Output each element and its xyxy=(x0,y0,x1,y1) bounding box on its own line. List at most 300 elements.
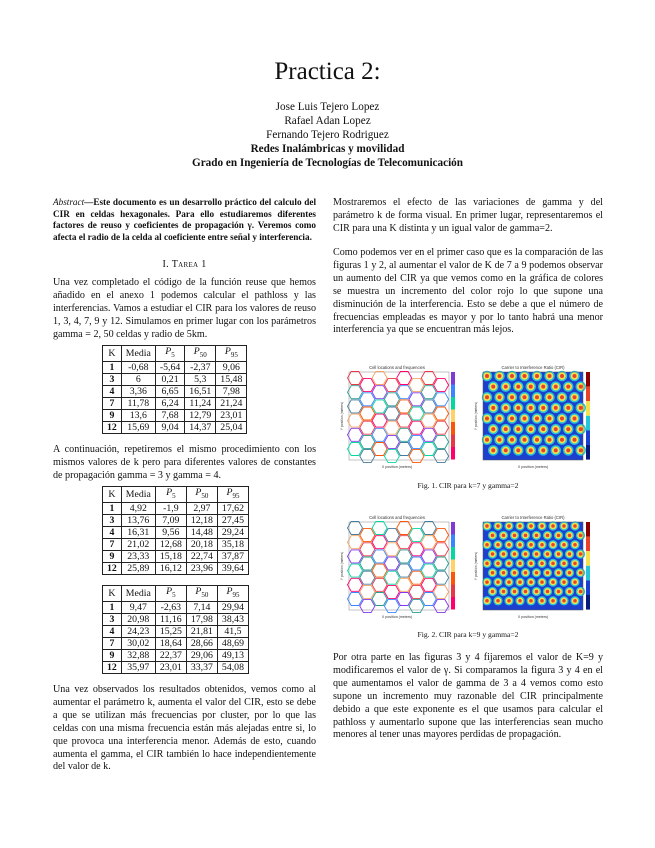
heatmap-blob-core xyxy=(568,590,572,594)
heatmap-colorbar-segment xyxy=(586,430,590,445)
table-header-row xyxy=(103,586,249,602)
paragraph-4: Mostraremos el efecto de las variaciones de gamma y del parámetro k de forma visual. En primer lugar, representaremos el CIR para una K distinta y un igual valor de gamma=2. xyxy=(333,197,603,234)
heatmap-blob-core xyxy=(551,524,555,528)
heatmap-blob-core xyxy=(562,562,566,566)
heatmap-blob-core xyxy=(535,395,539,399)
heatmap-colorbar-segment xyxy=(586,537,590,552)
heatmap-blob-core xyxy=(573,438,577,442)
table-cell: 1 xyxy=(103,502,122,514)
table-cell: 6,24 xyxy=(155,397,184,409)
affiliation-2: Grado en Ingeniería de Tecnologías de Telecomunicación xyxy=(192,157,463,169)
plot-left-xlabel: X position (meters) xyxy=(381,615,413,619)
heatmap-blob-core xyxy=(573,395,577,399)
table-cell: 29,94 xyxy=(217,601,248,613)
heatmap-blob-core xyxy=(540,524,544,528)
table-header-cell: $P_{95}$ xyxy=(217,487,248,503)
heatmap-blob-core xyxy=(498,395,502,399)
heatmap-blob-core xyxy=(573,374,577,378)
colorbar-segment xyxy=(451,572,455,585)
table-row xyxy=(103,562,249,574)
figure-2 xyxy=(337,512,603,622)
table-header-cell: K xyxy=(103,586,122,602)
table-cell: 9,06 xyxy=(216,361,247,373)
table-header-cell: $P_{95}$ xyxy=(216,346,247,362)
author-1: Jose Luis Tejero Lopez xyxy=(275,101,380,113)
heatmap-blob-core xyxy=(529,543,533,547)
heatmap-blob-core xyxy=(485,580,489,584)
plot-right-ylabel: Y position (meters) xyxy=(474,551,478,581)
table-cell: 32,88 xyxy=(121,649,155,661)
table-cell: -2,37 xyxy=(185,361,216,373)
table-cell: 16,51 xyxy=(185,385,216,397)
heatmap-blob-core xyxy=(485,438,489,442)
heatmap-blob-core xyxy=(491,385,495,389)
heatmap-blob-core xyxy=(529,385,533,389)
table-row xyxy=(103,613,249,625)
colorbar-segment xyxy=(451,560,455,573)
heatmap-blob-core xyxy=(502,534,506,538)
table-cell: 21,24 xyxy=(216,397,247,409)
figure-1-caption: Fig. 1. CIR para k=7 y gamma=2 xyxy=(417,481,519,490)
table-gamma-2 xyxy=(102,345,247,434)
table-gamma-4 xyxy=(102,585,249,674)
table-cell: 25,04 xyxy=(216,421,247,433)
heatmap-blob-core xyxy=(540,580,544,584)
heatmap-blob-core xyxy=(562,599,566,603)
plot-right-title: Carrier to Interference Ratio (CIR) xyxy=(501,515,565,520)
heatmap-blob-core xyxy=(498,374,502,378)
heatmap-blob-core xyxy=(524,534,528,538)
heatmap-blob-core xyxy=(491,571,495,575)
heatmap-blob-core xyxy=(504,448,508,452)
plot-left-ylabel: Y position (meters) xyxy=(340,401,344,431)
table-row xyxy=(103,661,249,673)
table-cell: 11,24 xyxy=(185,397,216,409)
table-cell: 23,01 xyxy=(155,661,186,673)
heatmap-blob-core xyxy=(529,524,533,528)
heatmap-blob-core xyxy=(529,599,533,603)
table-cell: 5,3 xyxy=(185,373,216,385)
table-header-cell: $P_5$ xyxy=(155,586,186,602)
heatmap-blob-core xyxy=(485,599,489,603)
heatmap-blob-core xyxy=(513,571,517,575)
table-cell: 25,89 xyxy=(121,562,155,574)
heatmap-blob-core xyxy=(524,552,528,556)
heatmap-blob-core xyxy=(548,438,552,442)
heatmap-blob-core xyxy=(491,534,495,538)
figure-2-caption: Fig. 2. CIR para k=9 y gamma=2 xyxy=(417,630,519,639)
heatmap-colorbar-segment xyxy=(586,522,590,537)
table-cell: 1 xyxy=(103,361,122,373)
heatmap-blob-core xyxy=(566,427,570,431)
heatmap-blob-core xyxy=(529,448,533,452)
table-cell: 4 xyxy=(103,385,122,397)
heatmap-blob-core xyxy=(551,543,555,547)
heatmap-blob-core xyxy=(560,395,564,399)
colorbar-segment xyxy=(451,435,455,448)
heatmap-blob-core xyxy=(529,580,533,584)
figure-1 xyxy=(337,362,603,472)
table-gamma-4-wrap xyxy=(102,585,249,674)
table-cell: 7,09 xyxy=(155,514,186,526)
heatmap-blob-core xyxy=(518,524,522,528)
heatmap-blob-core xyxy=(529,427,533,431)
heatmap-blob-core xyxy=(579,448,583,452)
heatmap-blob-core xyxy=(535,534,539,538)
heatmap-blob-core xyxy=(491,448,495,452)
table-row xyxy=(103,409,247,421)
heatmap-blob-core xyxy=(566,385,570,389)
table-cell: 6 xyxy=(121,373,155,385)
heatmap-blob-core xyxy=(535,590,539,594)
heatmap-blob-core xyxy=(546,534,550,538)
heatmap-blob-core xyxy=(535,571,539,575)
plot-right-xlabel: X position (meters) xyxy=(517,465,549,469)
table-cell: 23,01 xyxy=(216,409,247,421)
heatmap-blob-core xyxy=(554,406,558,410)
heatmap-blob-core xyxy=(568,534,572,538)
table-cell: 12 xyxy=(103,421,122,433)
heatmap-blob-core xyxy=(541,385,545,389)
heatmap-blob-core xyxy=(566,448,570,452)
table-gamma-3 xyxy=(102,486,249,575)
heatmap-blob-core xyxy=(516,385,520,389)
heatmap-blob-core xyxy=(529,406,533,410)
colorbar-segment xyxy=(451,597,455,610)
paragraph-5: Como podemos ver en el primer caso que es la comparación de las figuras 1 y 2, al aumentar el valor de K de 7 a 9 podemos observar un aumento del CIR ya que vemos como en la gráfica de colores se muestra un incremento del color rojo lo que supone una disminución de la interferencia. Esto se debe a que el número de frecuencias empleadas es mayor y por lo tanto habrá una menor interferencia ya que se encuentran más lejos. xyxy=(333,247,603,336)
table-cell: -0,68 xyxy=(121,361,155,373)
author-2: Rafael Adan Lopez xyxy=(284,115,371,127)
heatmap-colorbar-segment xyxy=(586,445,590,460)
paragraph-2: A continuación, repetiremos el mismo procedimiento con los mismos valores de k pero para diferentes valores de constantes de propagación gamma = 3 y gamma = 4. xyxy=(53,444,316,481)
heatmap-blob-core xyxy=(557,534,561,538)
heatmap-blob-core xyxy=(551,562,555,566)
table-cell: 18,64 xyxy=(155,637,186,649)
heatmap-blob-core xyxy=(541,427,545,431)
heatmap-blob-core xyxy=(507,599,511,603)
heatmap-blob-core xyxy=(548,417,552,421)
colorbar-segment xyxy=(451,422,455,435)
table-cell: 12 xyxy=(103,661,122,673)
heatmap-blob-core xyxy=(510,438,514,442)
table-cell: 9,56 xyxy=(155,526,186,538)
table-row xyxy=(103,397,247,409)
table-cell: 4,92 xyxy=(121,502,155,514)
heatmap-blob-core xyxy=(573,524,577,528)
table-row xyxy=(103,373,247,385)
heatmap-colorbar-segment xyxy=(586,551,590,566)
heatmap-blob-core xyxy=(566,406,570,410)
heatmap-blob-core xyxy=(510,395,514,399)
heatmap-blob-core xyxy=(554,448,558,452)
table-header-cell: $P_5$ xyxy=(155,487,186,503)
table-header-row xyxy=(103,346,247,362)
heatmap-blob-core xyxy=(518,580,522,584)
heatmap-blob-core xyxy=(573,543,577,547)
heatmap-blob-core xyxy=(529,562,533,566)
heatmap-blob-core xyxy=(541,406,545,410)
table-cell: 7,14 xyxy=(186,601,217,613)
table-row xyxy=(103,385,247,397)
table-row xyxy=(103,514,249,526)
plot-left-ylabel: Y position (meters) xyxy=(340,551,344,581)
heatmap-blob-core xyxy=(513,552,517,556)
table-cell: 11,78 xyxy=(121,397,155,409)
table-row xyxy=(103,361,247,373)
table-cell: 13,6 xyxy=(121,409,155,421)
table-cell: 12,18 xyxy=(186,514,217,526)
heatmap-blob-core xyxy=(485,395,489,399)
heatmap-blob-core xyxy=(507,562,511,566)
table-cell: 29,06 xyxy=(186,649,217,661)
heatmap-blob-core xyxy=(546,571,550,575)
heatmap-blob-core xyxy=(510,417,514,421)
heatmap-blob-core xyxy=(554,427,558,431)
heatmap-blob-core xyxy=(546,590,550,594)
heatmap-blob-core xyxy=(546,552,550,556)
table-cell: 35,97 xyxy=(121,661,155,673)
heatmap-colorbar-segment xyxy=(586,372,590,387)
heatmap-colorbar-segment xyxy=(586,387,590,402)
table-cell: 12 xyxy=(103,562,122,574)
heatmap-blob-core xyxy=(518,543,522,547)
heatmap-blob-core xyxy=(507,580,511,584)
heatmap-blob-core xyxy=(548,374,552,378)
heatmap-blob-core xyxy=(498,417,502,421)
table-cell: 3,36 xyxy=(121,385,155,397)
heatmap-blob-core xyxy=(551,580,555,584)
table-cell: 1 xyxy=(103,601,122,613)
table-cell: 9,47 xyxy=(121,601,155,613)
heatmap-blob-core xyxy=(496,580,500,584)
heatmap-blob-core xyxy=(535,374,539,378)
table-cell: 13,76 xyxy=(121,514,155,526)
table-cell: -1,9 xyxy=(155,502,186,514)
paragraph-6: Por otra parte en las figuras 3 y 4 fijaremos el valor de K=9 y modificaremos el valor de γ. Si comparamos la figura 3 y 4 en el que aumentamos el valor de gamma de 3 a 4 vemos como esto supone un incremento muy razonable del CIR principalmente debido a que este exponente es el que usamos para calcular el pathloss y aumentarlo supone que las interferencias sean mucho menores al tener unas mayores perdidas de propagación. xyxy=(333,652,603,741)
table-header-row xyxy=(103,487,249,503)
table-cell: 17,62 xyxy=(217,502,248,514)
heatmap-blob-core xyxy=(491,552,495,556)
table-cell: -2,63 xyxy=(155,601,186,613)
table-cell: 23,33 xyxy=(121,550,155,562)
colorbar-segment xyxy=(451,447,455,460)
table-cell: 9 xyxy=(103,550,122,562)
table-cell: 20,18 xyxy=(186,538,217,550)
heatmap-blob-core xyxy=(504,427,508,431)
heatmap-blob-core xyxy=(573,417,577,421)
section-number: I. xyxy=(162,259,169,270)
table-cell: 14,48 xyxy=(186,526,217,538)
table-cell: 7 xyxy=(103,397,122,409)
table-cell: 28,66 xyxy=(186,637,217,649)
heatmap-blob-core xyxy=(502,590,506,594)
table-cell: 2,97 xyxy=(186,502,217,514)
heatmap-blob-core xyxy=(579,427,583,431)
colorbar-segment xyxy=(451,410,455,423)
table-cell: 11,16 xyxy=(155,613,186,625)
table-cell: 3 xyxy=(103,373,122,385)
paragraph-1: Una vez completado el código de la función reuse que hemos añadido en el anexo 1 podemos calcular el pathloss y las interferencias. Vamos a estudiar el CIR para los valores de reuso 1, 3, 4, 7, 9 y 12. Simulamos en primer lugar con los parámetros gamma = 2, 50 celdas y radio de 5km. xyxy=(53,277,316,340)
table-cell: 22,74 xyxy=(186,550,217,562)
heatmap-blob-core xyxy=(535,417,539,421)
table-cell: 22,37 xyxy=(155,649,186,661)
plot-left-xlabel: X position (meters) xyxy=(381,465,413,469)
heatmap-blob-core xyxy=(485,417,489,421)
heatmap-blob-core xyxy=(535,552,539,556)
table-gamma-2-wrap xyxy=(102,345,247,434)
abstract-text: —Este documento es un desarrollo práctico del calculo del CIR en celdas hexagonales. Para ello estudiaremos diferentes factores de reuso y coeficientes de propagación γ. Veremos como afecta el radio de la celda al coeficiente entre señal y interferencia. xyxy=(53,197,316,242)
table-cell: 7 xyxy=(103,538,122,550)
table-row xyxy=(103,637,249,649)
heatmap-colorbar-segment xyxy=(586,401,590,416)
heatmap-blob-core xyxy=(496,599,500,603)
heatmap-blob-core xyxy=(568,571,572,575)
table-cell: 33,37 xyxy=(186,661,217,673)
heatmap-blob-core xyxy=(524,590,528,594)
table-cell: 9 xyxy=(103,649,122,661)
heatmap-blob-core xyxy=(523,395,527,399)
table-cell: 20,98 xyxy=(121,613,155,625)
table-cell: 21,02 xyxy=(121,538,155,550)
table-cell: 7 xyxy=(103,637,122,649)
heatmap-blob-core xyxy=(524,571,528,575)
table-cell: 17,98 xyxy=(186,613,217,625)
heatmap-blob-core xyxy=(523,438,527,442)
heatmap-blob-core xyxy=(560,374,564,378)
heatmap-blob-core xyxy=(557,590,561,594)
table-cell: 15,18 xyxy=(155,550,186,562)
table-cell: 30,02 xyxy=(121,637,155,649)
table-cell: 39,64 xyxy=(217,562,248,574)
heatmap-blob-core xyxy=(498,438,502,442)
figure-2-plot xyxy=(337,512,603,622)
table-header-cell: $P_{50}$ xyxy=(186,487,217,503)
table-row xyxy=(103,649,249,661)
heatmap-blob-core xyxy=(573,562,577,566)
table-cell: -5,64 xyxy=(155,361,184,373)
heatmap-blob-core xyxy=(579,406,583,410)
heatmap-blob-core xyxy=(507,524,511,528)
table-header-cell: $P_{95}$ xyxy=(217,586,248,602)
table-cell: 35,18 xyxy=(217,538,248,550)
table-cell: 0,21 xyxy=(155,373,184,385)
heatmap-blob-core xyxy=(518,599,522,603)
table-row xyxy=(103,625,249,637)
heatmap-blob-core xyxy=(504,385,508,389)
heatmap-blob-core xyxy=(523,417,527,421)
table-row xyxy=(103,538,249,550)
table-cell: 12,68 xyxy=(155,538,186,550)
heatmap-blob-core xyxy=(573,580,577,584)
table-cell: 48,69 xyxy=(217,637,248,649)
heatmap-blob-core xyxy=(540,543,544,547)
heatmap-colorbar-segment xyxy=(586,416,590,431)
heatmap-blob-core xyxy=(579,534,583,538)
table-cell: 9 xyxy=(103,409,122,421)
plot-right-ylabel: Y position (meters) xyxy=(474,401,478,431)
table-cell: 6,65 xyxy=(155,385,184,397)
heatmap-blob-core xyxy=(518,562,522,566)
heatmap-blob-core xyxy=(557,571,561,575)
heatmap-blob-core xyxy=(485,562,489,566)
heatmap-blob-core xyxy=(573,599,577,603)
heatmap-blob-core xyxy=(551,599,555,603)
heatmap-blob-core xyxy=(510,374,514,378)
table-row xyxy=(103,601,249,613)
heatmap-blob-core xyxy=(560,417,564,421)
colorbar-segment xyxy=(451,385,455,398)
heatmap-colorbar-segment xyxy=(586,580,590,595)
author-3: Fernando Tejero Rodriguez xyxy=(266,129,389,141)
colorbar-segment xyxy=(451,585,455,598)
table-cell: 37,87 xyxy=(217,550,248,562)
heatmap-blob-core xyxy=(523,374,527,378)
table-cell: 38,43 xyxy=(217,613,248,625)
colorbar-segment xyxy=(451,372,455,385)
plot-left-title: Cell locations and frequencies xyxy=(369,365,425,370)
heatmap-colorbar-segment xyxy=(586,566,590,581)
table-header-cell: K xyxy=(103,487,122,503)
heatmap-blob-core xyxy=(541,448,545,452)
table-cell: 23,96 xyxy=(186,562,217,574)
heatmap-blob-core xyxy=(562,543,566,547)
heatmap-blob-core xyxy=(557,552,561,556)
table-cell: 27,45 xyxy=(217,514,248,526)
section-title: Tarea 1 xyxy=(171,259,207,270)
plot-left-title: Cell locations and frequencies xyxy=(369,515,425,520)
table-cell: 54,08 xyxy=(217,661,248,673)
heatmap-blob-core xyxy=(579,385,583,389)
section-heading xyxy=(53,259,316,270)
heatmap-blob-core xyxy=(579,590,583,594)
heatmap-blob-core xyxy=(554,385,558,389)
table-gamma-3-wrap xyxy=(102,486,249,575)
plot-right-title: Carrier to Interference Ratio (CIR) xyxy=(501,365,565,370)
table-header-cell: $P_{50}$ xyxy=(186,586,217,602)
heatmap-blob-core xyxy=(491,590,495,594)
paragraph-3: Una vez observados los resultados obtenidos, vemos como al aumentar el parámetro k, aumenta el valor del CIR, esto se debe a que se utilizan más frecuencias por cluster, por lo que las celdas con una misma frecuencia están más alejadas entre si, lo que provoca una interferencia menor. Además de esto, cuando aumenta el gamma, el CIR también lo hace independientemente del valor de k. xyxy=(53,684,316,773)
table-cell: 24,23 xyxy=(121,625,155,637)
table-header-cell: Media xyxy=(121,586,155,602)
abstract xyxy=(53,197,316,243)
heatmap-blob-core xyxy=(568,552,572,556)
table-cell: 12,79 xyxy=(185,409,216,421)
heatmap-blob-core xyxy=(496,543,500,547)
table-cell: 16,12 xyxy=(155,562,186,574)
heatmap-blob-core xyxy=(562,580,566,584)
heatmap-blob-core xyxy=(485,374,489,378)
table-cell: 3 xyxy=(103,613,122,625)
colorbar-segment xyxy=(451,522,455,535)
heatmap-blob-core xyxy=(502,571,506,575)
heatmap-blob-core xyxy=(516,406,520,410)
heatmap-blob-core xyxy=(516,448,520,452)
heatmap-blob-core xyxy=(513,534,517,538)
heatmap-blob-core xyxy=(502,552,506,556)
heatmap-blob-core xyxy=(491,406,495,410)
table-cell: 4 xyxy=(103,526,122,538)
heatmap-blob-core xyxy=(562,524,566,528)
paper-title: Practica 2: xyxy=(274,58,381,85)
table-row xyxy=(103,502,249,514)
colorbar-segment xyxy=(451,397,455,410)
heatmap-blob-core xyxy=(579,571,583,575)
table-header-cell: Media xyxy=(121,487,155,503)
heatmap-blob-core xyxy=(513,590,517,594)
table-cell: 4 xyxy=(103,625,122,637)
table-cell: 49,13 xyxy=(217,649,248,661)
heatmap-blob-core xyxy=(496,562,500,566)
